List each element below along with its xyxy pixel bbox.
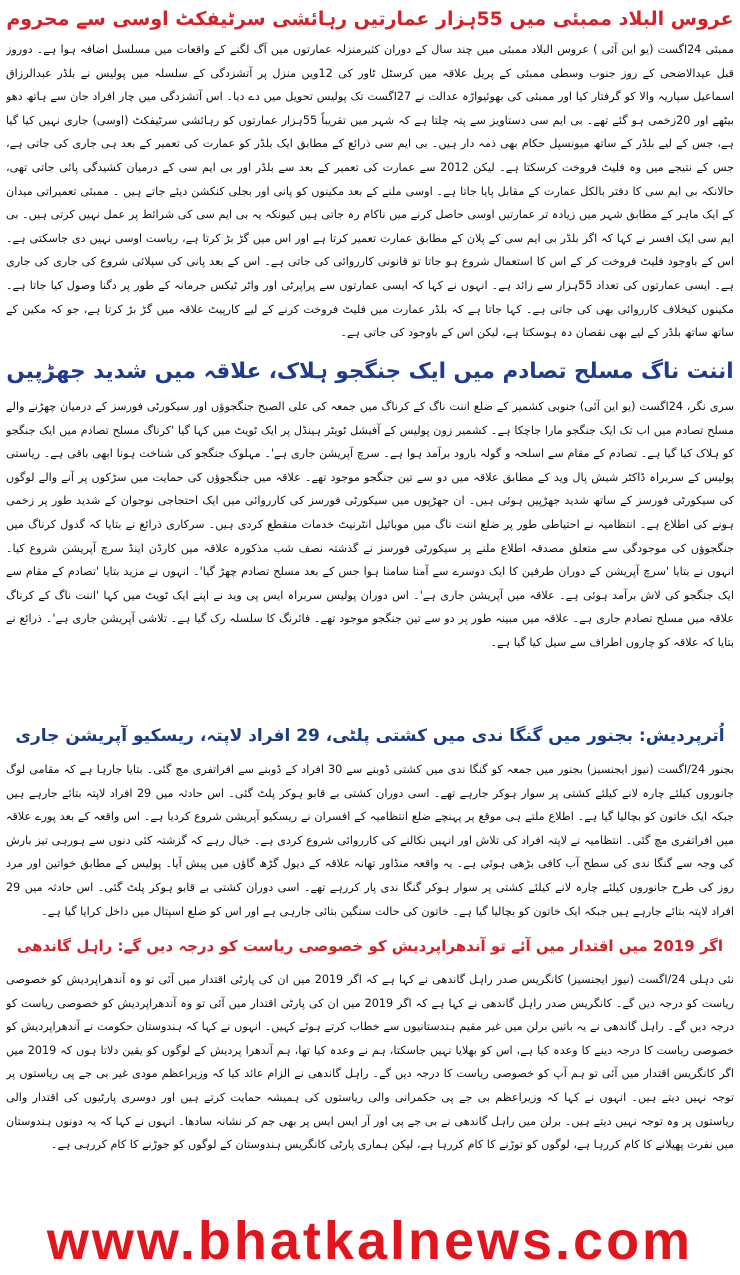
article-headline: اننت ناگ مسلح تصادم میں ایک جنگجو ہلاک، علاقہ میں شدید جھڑپیں [6,359,734,384]
article-body: نئی دہلی 24/اگست (نیوز ایجنسیز) کانگریس صدر راہل گاندھی نے کہا ہے کہ اگر 2019 میں ان کی پارٹی اقتدار میں آئی تو وہ آندھراپردیش کو خصوصی ریاست کو درجہ دیں گے۔ کانگریس صدر راہل گاندھی نے کہا ہے کہ اگر 2019 میں ان کی پارٹی اقتدار میں آئی تو وہ آندھراپردیش کو خصوصی ریاست کو درجہ دیں گے۔ راہل گاندھی نے یہ باتیں برلن میں غیر مقیم ہندستانیوں سے خطاب کرتے ہوئے کہیں۔ انہوں نے کہا کہ ہندوستان حکومت نے آندھراپردیش کو خصوصی ریاست کا درجہ دینے کا وعدہ کیا ہے، اس کو بھلایا نہیں جاسکتا، ہم نے وعدہ کیا تھا، ہم آندھرا پردیش کے لوگوں کو یقین دلاتا ہوں کہ 2019 میں اگر کانگریس اقتدار میں آئی تو ہم آپ کو خصوصی ریاست کا درجہ دیں گے۔ راہل گاندھی نے الزام عائد کیا کہ وزیراعظم مودی غیر بی جے پی ریاستوں پر توجہ نہیں دیتے ہیں۔ انہوں نے کہا کہ وزیراعظم بی جے پی حکمرانی والی ریاستوں کی ہمیشہ حمایت کرتے ہیں اور دوسری پارٹیوں کی اقتدار والی ریاستوں پر وہ توجہ نہیں دیتے ہیں۔ برلن میں راہل گاندھی نے بی جے پی اور آر ایس ایس پر بھی جم کر نشانہ سادھا۔ انہوں نے کہا کہ یہ دونوں ہندوستان میں نفرت پھیلانے کا کام کررہا ہے، لوگوں کو توڑنے کا کام کررہا ہے، لیکن ہماری پارٹی کانگریس ہندوستان کے لوگوں کو جوڑنے کا کام کررہی ہے۔ [6,973,734,1152]
article-headline: اگر 2019 میں اقتدار میں آئے تو آندھراپردیش کو خصوصی ریاست کو درجہ دیں گے: راہل گاندھی [16,937,724,955]
article-bijnor-boat-capsize [6,720,734,930]
article-anantnag-encounter [6,355,734,719]
article-headline: عروس البلاد ممبئی میں 55ہزار عمارتیں رہائشی سرٹیفکٹ اوسی سے محروم [6,8,734,30]
footer-website: www.bhatkalnews.com [46,1211,694,1271]
article-headline: اُترپردیش: بجنور میں گنگا ندی میں کشتی پلٹی، 29 افراد لاپتہ، ریسکیو آپریشن جاری [15,726,725,746]
article-rahul-gandhi-andhra [6,930,734,1208]
article-body: سری نگر، 24اگست (یو این آئی) جنوبی کشمیر کے ضلع اننت ناگ کے کرناگ میں جمعہ کی علی الصبح جنگجوؤں اور سیکورٹی فورسز کے درمیان چھڑنے والے مسلح تصادم میں اب تک ایک جنگجو مارا جاچکا ہے۔ کشمیر زون پولیس کے آفیشل ٹویٹر ہینڈل پر ایک ٹویٹ میں کہا گیا 'کرناگ مسلح تصادم میں ایک جنگجو کو ہلاک کیا گیا ہے۔ تصادم کے مقام سے اسلحہ و گولہ بارود برآمد ہوا ہے۔ سرچ آپریشن جاری ہے'۔ مہلوک جنگجو کی شناخت ہونا ابھی باقی ہے۔ ریاستی پولیس کے سربراہ ڈاکٹر شیش پال وید کے مطابق علاقہ میں دو سے تین جنگجو موجود تھے۔ علاقہ میں جنگجوؤں کی حمایت میں سڑکوں پر آنے والے لوگوں کی سیکورٹی فورسز کے ساتھ شدید جھڑپیں ہوئی ہیں۔ ان جھڑپوں میں سیکورٹی فورسز کی کارروائی میں ایک احتجاجی نوجوان کے شدید طور پر زخمی ہونے کی اطلاع ہے۔ انتظامیہ نے احتیاطی طور پر ضلع اننت ناگ میں موبائیل انٹرنیٹ خدمات منقطع کردی ہیں۔ سرکاری ذرائع نے بتایا کہ گدول کرناگ میں جنگجوؤں کی موجودگی سے متعلق مصدقہ اطلاع ملنے پر سیکورٹی فورسز نے گذشتہ نصف شب مذکورہ علاقہ میں کارڈن اینڈ سرچ آپریشن شروع کیا۔ انہوں نے بتایا 'سرچ آپریشن کے دوران طرفین کا ایک دوسرے سے آمنا سامنا ہوا جس کے بعد مسلح تصادم چھڑ گیا'۔ انہوں نے مزید بتایا 'تصادم کے مقام سے ایک جنگجو کی لاش برآمد ہوئی ہے۔ علاقہ میں آپریشن جاری ہے'۔ اس دوران پولیس سربراہ ایس پی وید نے اپنے ایک ٹویٹ میں کہا 'اننت ناگ کے کرناگ علاقہ میں مسلح تصادم جاری ہے۔ علاقہ میں مبینہ طور پر دو سے تین جنگجو موجود تھے۔ فائرنگ کا سلسلہ رک گیا ہے۔ تلاشی آپریشن جاری ہے'۔ ذرائع نے بتایا کہ علاقہ کو چاروں اطراف سے سیل کیا گیا ہے۔ [6,400,734,649]
article-body: بجنور 24/اگست (نیوز ایجنسیز) بجنور میں جمعہ کو گنگا ندی میں کشتی ڈوبنے سے 30 افراد کے ڈوبنے سے افراتفری مچ گئی۔ بتایا جارہا ہے کہ مقامی لوگ جانوروں کیلئے چارہ لانے کیلئے کشتی پر سوار ہوکر جارہے تھے۔ اسی دوران کشتی بے قابو ہوکر پلٹ گئی۔ اس حادثہ میں 29 افراد لاپتہ بتائے جارہے ہیں جبکہ ایک خاتون کو بچالیا گیا ہے۔ اطلاع ملتے ہی موقع پر پہنچے ضلع انتظامیہ کے افسران نے ریسکیو آپریشن شروع کردیا ہے۔ اس واقعہ کے بعد پورے علاقہ میں افراتفری مچ گئی۔ انتظامیہ نے لاپتہ افراد کی تلاش اور انہیں نکالنے کی کارروائی شروع کردی ہے۔ خیال رہے کہ گزشتہ کئی دنوں سے ہورہی تیز بارش کی وجہ سے گنگا ندی کی سطح آب کافی بڑھی ہوئی ہے۔ یہ واقعہ منڈاور تھانہ علاقہ کے دیول گڑھ گاؤں میں پیش آیا۔ پولیس کے مطابق خواتین اور مرد روز کی طرح جانوروں کیلئے چارہ لانے کیلئے کشتی پر سوار ہوکر گنگا ندی پار کررہے تھے۔ اسی دوران کشتی بے قابو ہوکر پلٹ گئی۔ اس حادثہ میں 29 افراد لاپتہ بتائے جارہے ہیں جبکہ ایک خاتون کو بچالیا گیا ہے۔ خاتون کی حالت سنگین بتائی جارہی ہے اور اس کو ضلع اسپتال میں داخل کرایا گیا ہے۔ [6,763,734,918]
article-mumbai-buildings [6,2,734,350]
article-body: ممبئی 24اگست (یو این آئی ) عروس البلاد ممبئی میں چند سال کے دوران کثیرمنزلہ عمارتوں میں آگ لگنے کے واقعات میں مسلسل اضافہ ہوا ہے۔ دوروز قبل عیدالاضحی کے روز جنوب وسطی ممبئی کے پریل علاقہ میں کرسٹل ٹاور کی 12ویں منزل پر آتشزدگی کے سلسلہ میں پولیس نے بلڈر عبدالرزاق اسماعیل سپاریہ والا کو گرفتار کیا اور ممبئی کی بھوئیواڑہ عدالت نے 27اگست تک پولیس تحویل میں دے دیا۔ اس آتشزدگی میں چار افراد جان سے ہاتھ دھو بیٹھے اور 20زخمی ہو گئے تھے۔ بی ایم سی دستاویز سے پتہ چلتا ہے کہ شہر میں تقریباً 55ہزار عمارتوں کو رہائشی سرٹیفکٹ (اوسی) جاری نہیں کیا گیا ہے، جس کے لیے بلڈر کے ساتھ میونسپل حکام بھی ذمہ دار ہیں۔ بی ایم سی ذرائع کے مطابق ایک بلڈر کو عمارت کی تعمیر کے بعد ہی جاری کی جاتی ہے، جس کے نتیجے میں وہ فلیٹ فروخت کرسکتا ہے۔ لیکن 2012 سے عمارت کی تعمیر کے بعد سے بلڈر اور بی ایم سی کے درمیان کشیدگی پائی جاتی تھی، حالانکہ بی ایم سی کا دفتر بالکل عمارت کے مقابل پایا جاتا ہے۔ اوسی ملنے کے بعد مکینوں کو پانی اور بجلی کنکشن دیئے جاتے ہیں ۔ ممبئی تعمیراتی میدان کے ایک ماہر کے مطابق شہر میں زیادہ تر عمارتیں اوسی حاصل کرنے میں ناکام رہ جاتی ہیں کیونکہ یہ بی ایم سی کی شرائط پر عمل نہیں کرتی ہیں۔ بی ایم سی ایک افسر نے کہا کہ اگر بلڈر بی ایم سی کے پلان کے مطابق عمارت تعمیر کرتا ہے اور اس میں گڑ بڑ کرتا ہے، ریاست اوسی نہیں دی جاسکتی ہے۔ اس کے باوجود فلیٹ فروخت کر کے اس کا استعمال شروع ہو جاتا تو قانونی کارروائی کی جاتی ہے۔ اس کے بعد پانی کی سپلائی شروع کی جاری کی جاری ہے۔ ایسی عمارتوں کی تعداد 55ہزار سے زائد ہے۔ انہوں نے کہا کہ ایسی عمارتوں سے پراپرٹی اور واٹر ٹیکس جرمانہ کے طور پر دگنا وصول کیا جاتا ہے۔ مکینوں کیخلاف کارروائی بھی کی جاتی ہے۔ کہا جاتا ہے کہ بلڈر عمارت میں فلیٹ فروخت کرنے کے لیے کارپیٹ علاقہ میں گڑ بڑ کرتا ہے، جو کہ مکین کے ساتھ ساتھ بلڈر کے لیے بھی نقصان دہ ہوسکتا ہے، لیکن اس کے باوجود کی جاتی ہے۔ [6,43,734,340]
